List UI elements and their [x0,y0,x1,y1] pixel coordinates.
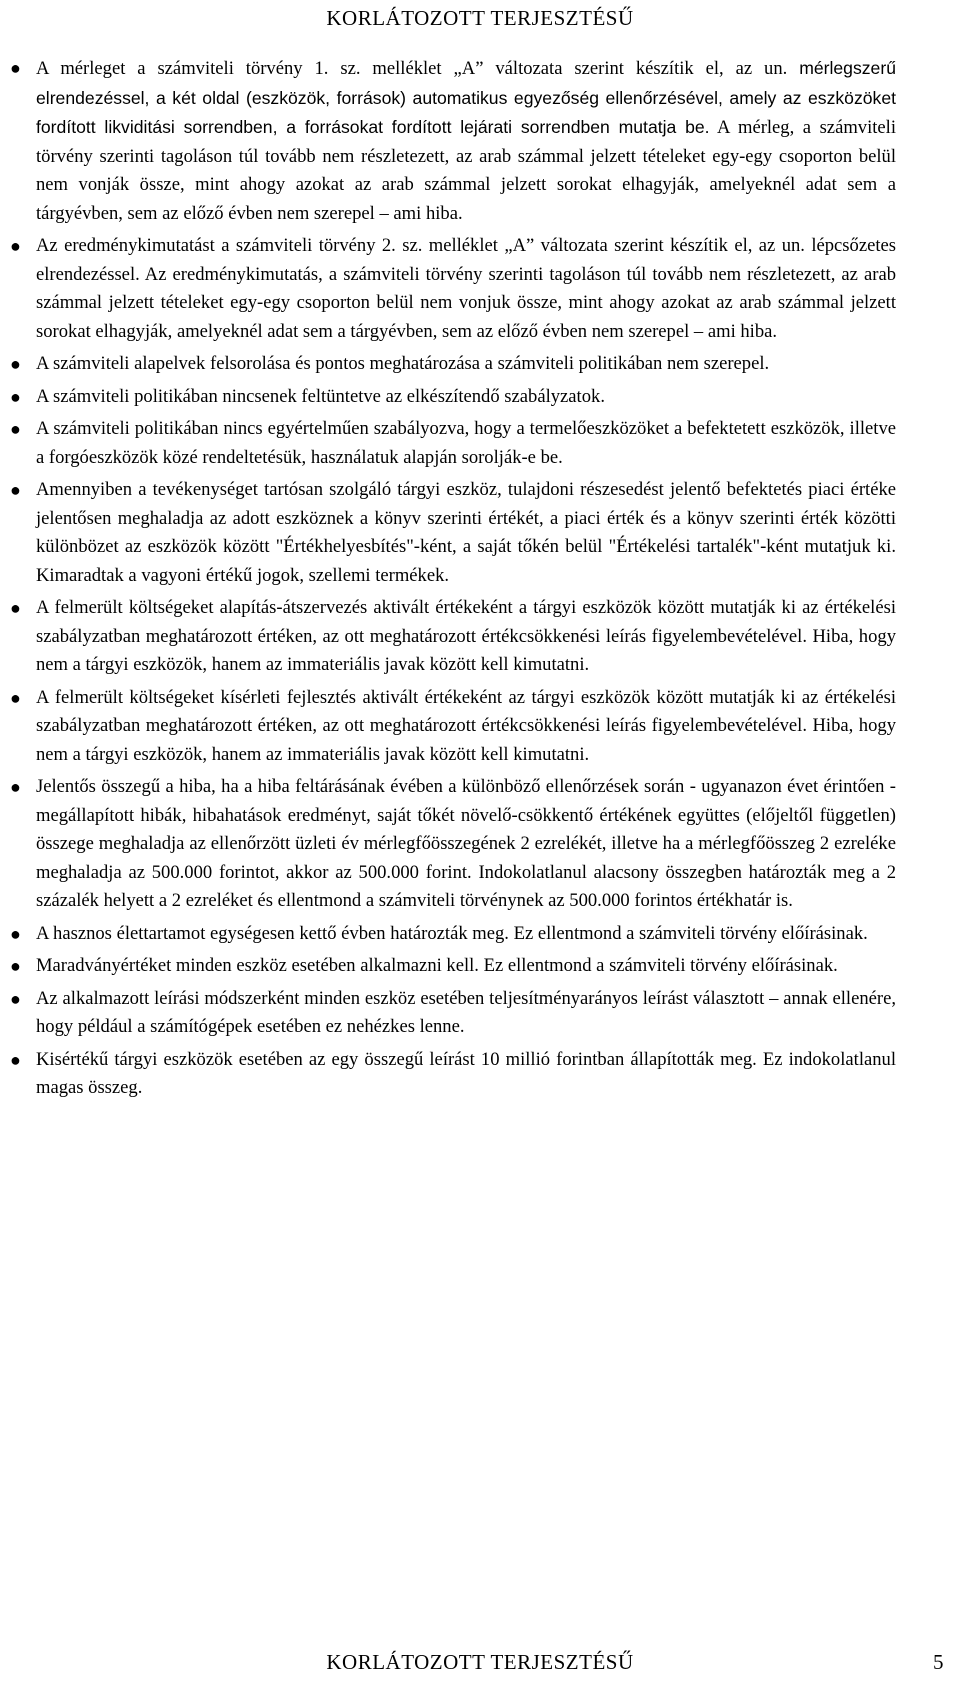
bullet-icon: ● [10,236,21,256]
list-item: ● Kisértékű tárgyi eszközök esetében az egy összegű leírást 10 millió forintban állapították meg. Ez indokolatlanul magas összeg. [36,1046,896,1103]
bullet-icon: ● [10,480,21,500]
bullet-icon: ● [10,956,21,976]
page-number: 5 [933,1650,944,1674]
list-item: ● A számviteli politikában nincsenek feltüntetve az elkészítendő szabályzatok. [36,383,896,412]
bullet-icon: ● [10,598,21,618]
list-item: ● Maradványértéket minden eszköz esetében alkalmazni kell. Ez ellentmond a számviteli törvény előírásinak. [36,952,896,981]
bullet-list [10,54,896,1103]
bullet-icon: ● [10,687,21,708]
list-item: ● Amennyiben a tevékenységet tartósan szolgáló tárgyi eszköz, tulajdoni részesedést jelentő befektetés piaci értéke jelentősen meghaladja az adott eszköznek a könyv szerinti értékét, a piaci érték és a könyv szerinti érték közötti különbözet az eszközök között "Értékhelyesbítés"-ként, a saját tőkén belül "Értékelési tartalék"-ként mutatjuk ki. Kimaradtak a vagyoni értékű jogok, szellemi termékek. [36,476,896,590]
bullet-icon: ● [10,354,21,374]
list-item: ● A felmerült költségeket alapítás-átszervezés aktivált értékeként a tárgyi eszközök között mutatják ki az értékelési szabályzatban meghatározott értéken, az ott meghatározott értékcsökkenési leírás figyelembevételével. Hiba, hogy nem a tárgyi eszközök, hanem az immateriális javak között kell kimutatni. [36,594,896,680]
document-body [10,54,896,1107]
list-item: ● A felmerült költségeket kísérleti fejlesztés aktivált értékeként az tárgyi eszközök között mutatják ki az értékelési szabályzatban meghatározott értéken, az ott meghatározott értékcsökkenési leírás figyelembevételével. Hiba, hogy nem a tárgyi eszközök, hanem az immateriális javak között kell kimutatni. [36,684,896,770]
list-item: ● Az eredménykimutatást a számviteli törvény 2. sz. melléklet „A” változata szerint készítik el, az un. lépcsőzetes elrendezéssel. Az eredménykimutatás, a számviteli törvény szerinti tagoláson túl tovább nem részletezett, az arab számmal jelzett tételeket egy-egy csoporton belül nem vonjuk össze, mint ahogy azokat az arab számmal jelzett sorokat elhagyják, amelyeknél adat sem a tárgyévben, sem az előző évben nem szerepel – ami hiba. [36,232,896,346]
bullet-icon: ● [10,1049,21,1070]
list-item: ● Az alkalmazott leírási módszerként minden eszköz esetében teljesítményarányos leírást választott – annak ellenére, hogy például a számítógépek esetében ez nehézkes lenne. [36,985,896,1042]
bullet-icon: ● [10,58,21,78]
header-title: KORLÁTOZOTT TERJESZTÉSŰ [326,6,634,30]
bullet-icon: ● [10,419,21,439]
list-item: ● A számviteli politikában nincs egyértelműen szabályozva, hogy a termelőeszközöket a befektetett eszközök, illetve a forgóeszközök közé rendeltetésük, használatuk alapján sorolják-e be. [36,415,896,472]
list-item: ● Jelentős összegű a hiba, ha a hiba feltárásának évében a különböző ellenőrzések során - ugyanazon évet érintően - megállapított hibák, hibahatások eredményt, saját tőkét növelő-csökkentő értékének együttes (előjeltől független) összege meghaladja az ellenőrzött üzleti év mérlegfőösszegének 2 ezrelékét, illetve ha a mérlegfőösszeg 2 ezreléke meghaladja az 500.000 forintot, akkor az 500.000 forint. Indokolatlanul alacsony összegben határozták meg a 2 százalék helyett a 2 ezreléket és ellentmond a számviteli törvénynek az 500.000 forintos értékhatár is. [36,773,896,916]
page-header [0,6,960,31]
list-item: ● A számviteli alapelvek felsorolása és pontos meghatározása a számviteli politikában nem szerepel. [36,350,896,379]
bullet-icon: ● [10,923,21,944]
bullet-icon: ● [10,777,21,797]
list-item: ● A hasznos élettartamot egységesen kettő évben határozták meg. Ez ellentmond a számviteli törvény előírásinak. [36,920,896,949]
footer-title: KORLÁTOZOTT TERJESZTÉSŰ [326,1650,634,1674]
bullet-icon: ● [10,386,21,407]
list-item: ● A mérleget a számviteli törvény 1. sz. melléklet „A” változata szerint készítik el, az un. mérlegszerű elrendezéssel, a két oldal (eszközök, források) automatikus egyezőség ellenőrzésével, amely az eszközöket fordított likviditási sorrendben, a forrásokat fordított lejárati sorrendben mutatja be. A mérleg, a számviteli törvény szerinti tagoláson túl tovább nem részletezett, az arab számmal jelzett tételeket egy-egy csoporton belül nem vonják össze, mint ahogy azokat az arab számmal jelzett sorokat elhagyják, amelyeknél adat sem a tárgyévben, sem az előző évben nem szerepel – ami hiba. [36,54,896,228]
bullet-icon: ● [10,988,21,1009]
